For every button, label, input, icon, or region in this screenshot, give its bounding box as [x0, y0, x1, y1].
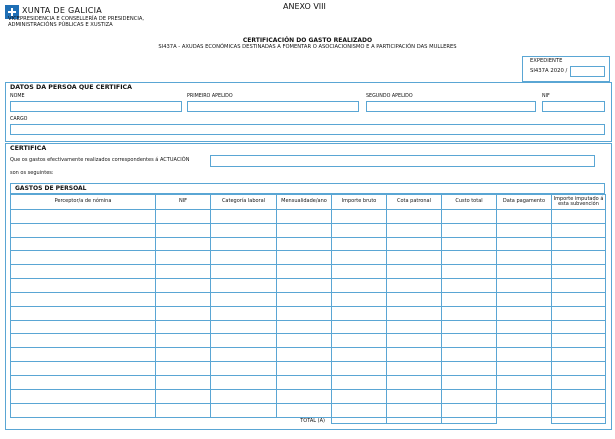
table-cell[interactable] — [442, 362, 497, 376]
table-cell[interactable] — [497, 320, 552, 334]
table-cell[interactable] — [387, 334, 442, 348]
table-row — [11, 210, 606, 224]
table-cell[interactable] — [156, 348, 211, 362]
primeiro-apelido-label: PRIMEIRO APELIDO — [187, 94, 233, 99]
nif-label: NIF — [542, 94, 550, 99]
table-cell[interactable] — [497, 265, 552, 279]
gastos-table — [10, 194, 606, 424]
table-row — [11, 389, 606, 403]
table-cell[interactable] — [442, 210, 497, 224]
table-cell[interactable] — [11, 279, 156, 293]
table-cell[interactable] — [277, 362, 332, 376]
table-cell[interactable] — [387, 375, 442, 389]
table-cell[interactable] — [552, 279, 606, 293]
table-cell[interactable] — [156, 389, 211, 403]
table-cell[interactable] — [211, 251, 277, 265]
table-cell[interactable] — [442, 375, 497, 389]
table-row — [11, 320, 606, 334]
table-cell[interactable] — [11, 292, 156, 306]
table-cell[interactable] — [11, 265, 156, 279]
table-cell[interactable] — [332, 210, 387, 224]
table-cell[interactable] — [552, 403, 606, 417]
table-cell[interactable] — [387, 237, 442, 251]
table-cell[interactable] — [211, 348, 277, 362]
table-cell[interactable] — [156, 334, 211, 348]
table-cell[interactable] — [387, 251, 442, 265]
col-custo-total: Custo total — [442, 195, 497, 210]
table-cell[interactable] — [211, 362, 277, 376]
table-cell[interactable] — [11, 375, 156, 389]
certifica-section-title: CERTIFICA — [10, 145, 47, 152]
total-custo-total[interactable] — [442, 417, 497, 424]
table-cell[interactable] — [156, 237, 211, 251]
table-cell[interactable] — [11, 403, 156, 417]
table-cell[interactable] — [11, 389, 156, 403]
nome-field[interactable] — [10, 101, 182, 112]
certifica-statement: Que os gastos efectivamente realizados correspondentes á ACTUACIÓN — [10, 157, 190, 163]
table-cell[interactable] — [497, 389, 552, 403]
table-cell[interactable] — [552, 375, 606, 389]
table-row — [11, 362, 606, 376]
table-cell[interactable] — [11, 362, 156, 376]
table-cell[interactable] — [277, 237, 332, 251]
table-cell[interactable] — [11, 237, 156, 251]
table-cell[interactable] — [442, 292, 497, 306]
table-cell[interactable] — [497, 223, 552, 237]
table-cell[interactable] — [332, 389, 387, 403]
table-row — [11, 279, 606, 293]
table-cell[interactable] — [442, 279, 497, 293]
table-cell[interactable] — [277, 265, 332, 279]
table-cell[interactable] — [332, 334, 387, 348]
cargo-field[interactable] — [10, 124, 605, 135]
nif-field[interactable] — [542, 101, 605, 112]
table-cell[interactable] — [332, 279, 387, 293]
certifica-statement-end: son os seguintes: — [10, 170, 54, 176]
document-title: CERTIFICACIÓN DO GASTO REALIZADO — [242, 37, 373, 44]
gastos-header-row — [11, 195, 606, 210]
table-cell[interactable] — [156, 306, 211, 320]
col-categoria: Categoría laboral — [211, 195, 277, 210]
table-row — [11, 334, 606, 348]
table-cell[interactable] — [442, 265, 497, 279]
table-cell[interactable] — [211, 320, 277, 334]
brand-name: XUNTA DE GALICIA — [22, 6, 103, 15]
total-importe-imputado[interactable] — [552, 417, 606, 424]
table-cell[interactable] — [332, 292, 387, 306]
total-cota-patronal[interactable] — [387, 417, 442, 424]
table-cell[interactable] — [497, 334, 552, 348]
table-cell[interactable] — [442, 334, 497, 348]
col-perceptor: Perceptor/a de nómina — [11, 195, 156, 210]
table-cell[interactable] — [156, 251, 211, 265]
table-cell[interactable] — [11, 306, 156, 320]
table-cell[interactable] — [11, 251, 156, 265]
table-cell[interactable] — [277, 348, 332, 362]
department-line-2: ADMINISTRACIÓNS PÚBLICAS E XUSTIZA — [8, 22, 113, 29]
table-cell[interactable] — [11, 334, 156, 348]
table-cell[interactable] — [497, 279, 552, 293]
table-cell[interactable] — [442, 237, 497, 251]
table-cell[interactable] — [211, 306, 277, 320]
table-cell[interactable] — [497, 251, 552, 265]
table-row — [11, 237, 606, 251]
table-cell[interactable] — [277, 210, 332, 224]
table-cell[interactable] — [497, 375, 552, 389]
table-cell[interactable] — [277, 251, 332, 265]
table-cell[interactable] — [156, 320, 211, 334]
table-cell[interactable] — [277, 292, 332, 306]
table-cell[interactable] — [497, 210, 552, 224]
table-cell[interactable] — [332, 237, 387, 251]
gastos-persoal-header — [10, 183, 605, 194]
expediente-number-field[interactable] — [570, 66, 605, 77]
cargo-label: CARGO — [10, 117, 28, 122]
table-cell[interactable] — [211, 334, 277, 348]
table-row — [11, 403, 606, 417]
document-subtitle: SI437A - AXUDAS ECONÓMICAS DESTINADAS A FOMENTAR O ASOCIACIONISMO E A PARTICIPACIÓN DAS MULLERES — [158, 44, 457, 50]
table-cell[interactable] — [387, 306, 442, 320]
table-cell[interactable] — [387, 403, 442, 417]
table-cell[interactable] — [332, 306, 387, 320]
table-cell[interactable] — [552, 265, 606, 279]
actuacion-field[interactable] — [210, 155, 595, 167]
table-cell[interactable] — [211, 375, 277, 389]
nome-label: NOME — [10, 94, 25, 99]
table-cell[interactable] — [552, 292, 606, 306]
table-cell[interactable] — [156, 210, 211, 224]
table-cell[interactable] — [552, 251, 606, 265]
table-cell[interactable] — [332, 375, 387, 389]
table-cell[interactable] — [211, 279, 277, 293]
table-cell[interactable] — [211, 223, 277, 237]
col-importe-bruto: Importe bruto — [332, 195, 387, 210]
table-cell[interactable] — [552, 334, 606, 348]
expediente-prefix: SI437A 2020 / — [530, 68, 568, 74]
table-cell[interactable] — [277, 279, 332, 293]
table-cell[interactable] — [387, 320, 442, 334]
col-data-pagamento: Data pagamento — [497, 195, 552, 210]
table-cell[interactable] — [387, 223, 442, 237]
table-row — [11, 306, 606, 320]
col-mensualidade: Mensualidade/ano — [277, 195, 332, 210]
table-cell[interactable] — [497, 348, 552, 362]
table-cell[interactable] — [442, 223, 497, 237]
total-label: TOTAL (A) — [300, 417, 325, 424]
table-cell[interactable] — [387, 279, 442, 293]
table-cell[interactable] — [156, 292, 211, 306]
table-cell[interactable] — [497, 362, 552, 376]
table-cell[interactable] — [442, 251, 497, 265]
table-cell[interactable] — [332, 362, 387, 376]
table-cell[interactable] — [277, 320, 332, 334]
table-cell[interactable] — [497, 306, 552, 320]
table-cell[interactable] — [11, 223, 156, 237]
table-row — [11, 251, 606, 265]
table-cell[interactable] — [387, 389, 442, 403]
table-cell[interactable] — [497, 237, 552, 251]
expediente-label: EXPEDIENTE — [530, 58, 563, 64]
galicia-cross-icon — [8, 8, 16, 16]
table-cell[interactable] — [552, 237, 606, 251]
table-cell[interactable] — [332, 223, 387, 237]
table-cell[interactable] — [442, 320, 497, 334]
table-cell[interactable] — [277, 306, 332, 320]
table-cell[interactable] — [211, 210, 277, 224]
table-cell[interactable] — [552, 348, 606, 362]
table-cell[interactable] — [332, 251, 387, 265]
col-nif: NIF — [156, 195, 211, 210]
table-cell[interactable] — [442, 348, 497, 362]
table-cell[interactable] — [277, 223, 332, 237]
table-cell[interactable] — [156, 375, 211, 389]
table-cell[interactable] — [387, 362, 442, 376]
department-name — [8, 16, 144, 28]
table-cell[interactable] — [442, 403, 497, 417]
total-spacer — [497, 417, 552, 424]
table-cell[interactable] — [11, 210, 156, 224]
col-cota-patronal: Cota patronal — [387, 195, 442, 210]
table-cell[interactable] — [11, 320, 156, 334]
table-cell[interactable] — [211, 292, 277, 306]
table-cell[interactable] — [497, 403, 552, 417]
table-cell[interactable] — [387, 265, 442, 279]
table-cell[interactable] — [552, 389, 606, 403]
department-line-1: VICEPRESIDENCIA E CONSELLERÍA DE PRESIDENCIA, — [8, 16, 145, 22]
table-cell[interactable] — [332, 265, 387, 279]
segundo-apelido-field[interactable] — [366, 101, 536, 112]
table-cell[interactable] — [156, 362, 211, 376]
table-row — [11, 375, 606, 389]
col-importe-imputado: Importe imputado á esta subvención — [552, 195, 606, 210]
table-cell[interactable] — [11, 348, 156, 362]
table-row — [11, 292, 606, 306]
table-cell[interactable] — [387, 292, 442, 306]
table-cell[interactable] — [552, 306, 606, 320]
total-importe-bruto[interactable] — [332, 417, 387, 424]
table-cell[interactable] — [332, 348, 387, 362]
table-cell[interactable] — [387, 348, 442, 362]
table-row — [11, 348, 606, 362]
table-cell[interactable] — [277, 375, 332, 389]
table-cell[interactable] — [442, 389, 497, 403]
table-cell[interactable] — [211, 389, 277, 403]
table-row — [11, 265, 606, 279]
table-cell[interactable] — [156, 265, 211, 279]
annex-label: ANEXO VIII — [283, 2, 326, 11]
table-cell[interactable] — [332, 320, 387, 334]
table-cell[interactable] — [277, 403, 332, 417]
primeiro-apelido-field[interactable] — [187, 101, 359, 112]
table-cell[interactable] — [211, 403, 277, 417]
table-row — [11, 223, 606, 237]
segundo-apelido-label: SEGUNDO APELIDO — [366, 94, 413, 99]
table-cell[interactable] — [332, 403, 387, 417]
table-cell[interactable] — [211, 265, 277, 279]
table-cell[interactable] — [156, 223, 211, 237]
table-cell[interactable] — [552, 210, 606, 224]
table-cell[interactable] — [387, 210, 442, 224]
table-cell[interactable] — [552, 362, 606, 376]
table-cell[interactable] — [552, 223, 606, 237]
total-row — [11, 417, 606, 424]
table-cell[interactable] — [497, 292, 552, 306]
persoa-section-title: DATOS DA PERSOA QUE CERTIFICA — [10, 84, 133, 91]
table-cell[interactable] — [277, 334, 332, 348]
table-cell[interactable] — [442, 306, 497, 320]
table-cell[interactable] — [277, 389, 332, 403]
table-cell[interactable] — [211, 237, 277, 251]
table-cell[interactable] — [156, 279, 211, 293]
table-cell[interactable] — [552, 320, 606, 334]
gastos-persoal-title: GASTOS DE PERSOAL — [15, 185, 87, 192]
table-cell[interactable] — [156, 403, 211, 417]
